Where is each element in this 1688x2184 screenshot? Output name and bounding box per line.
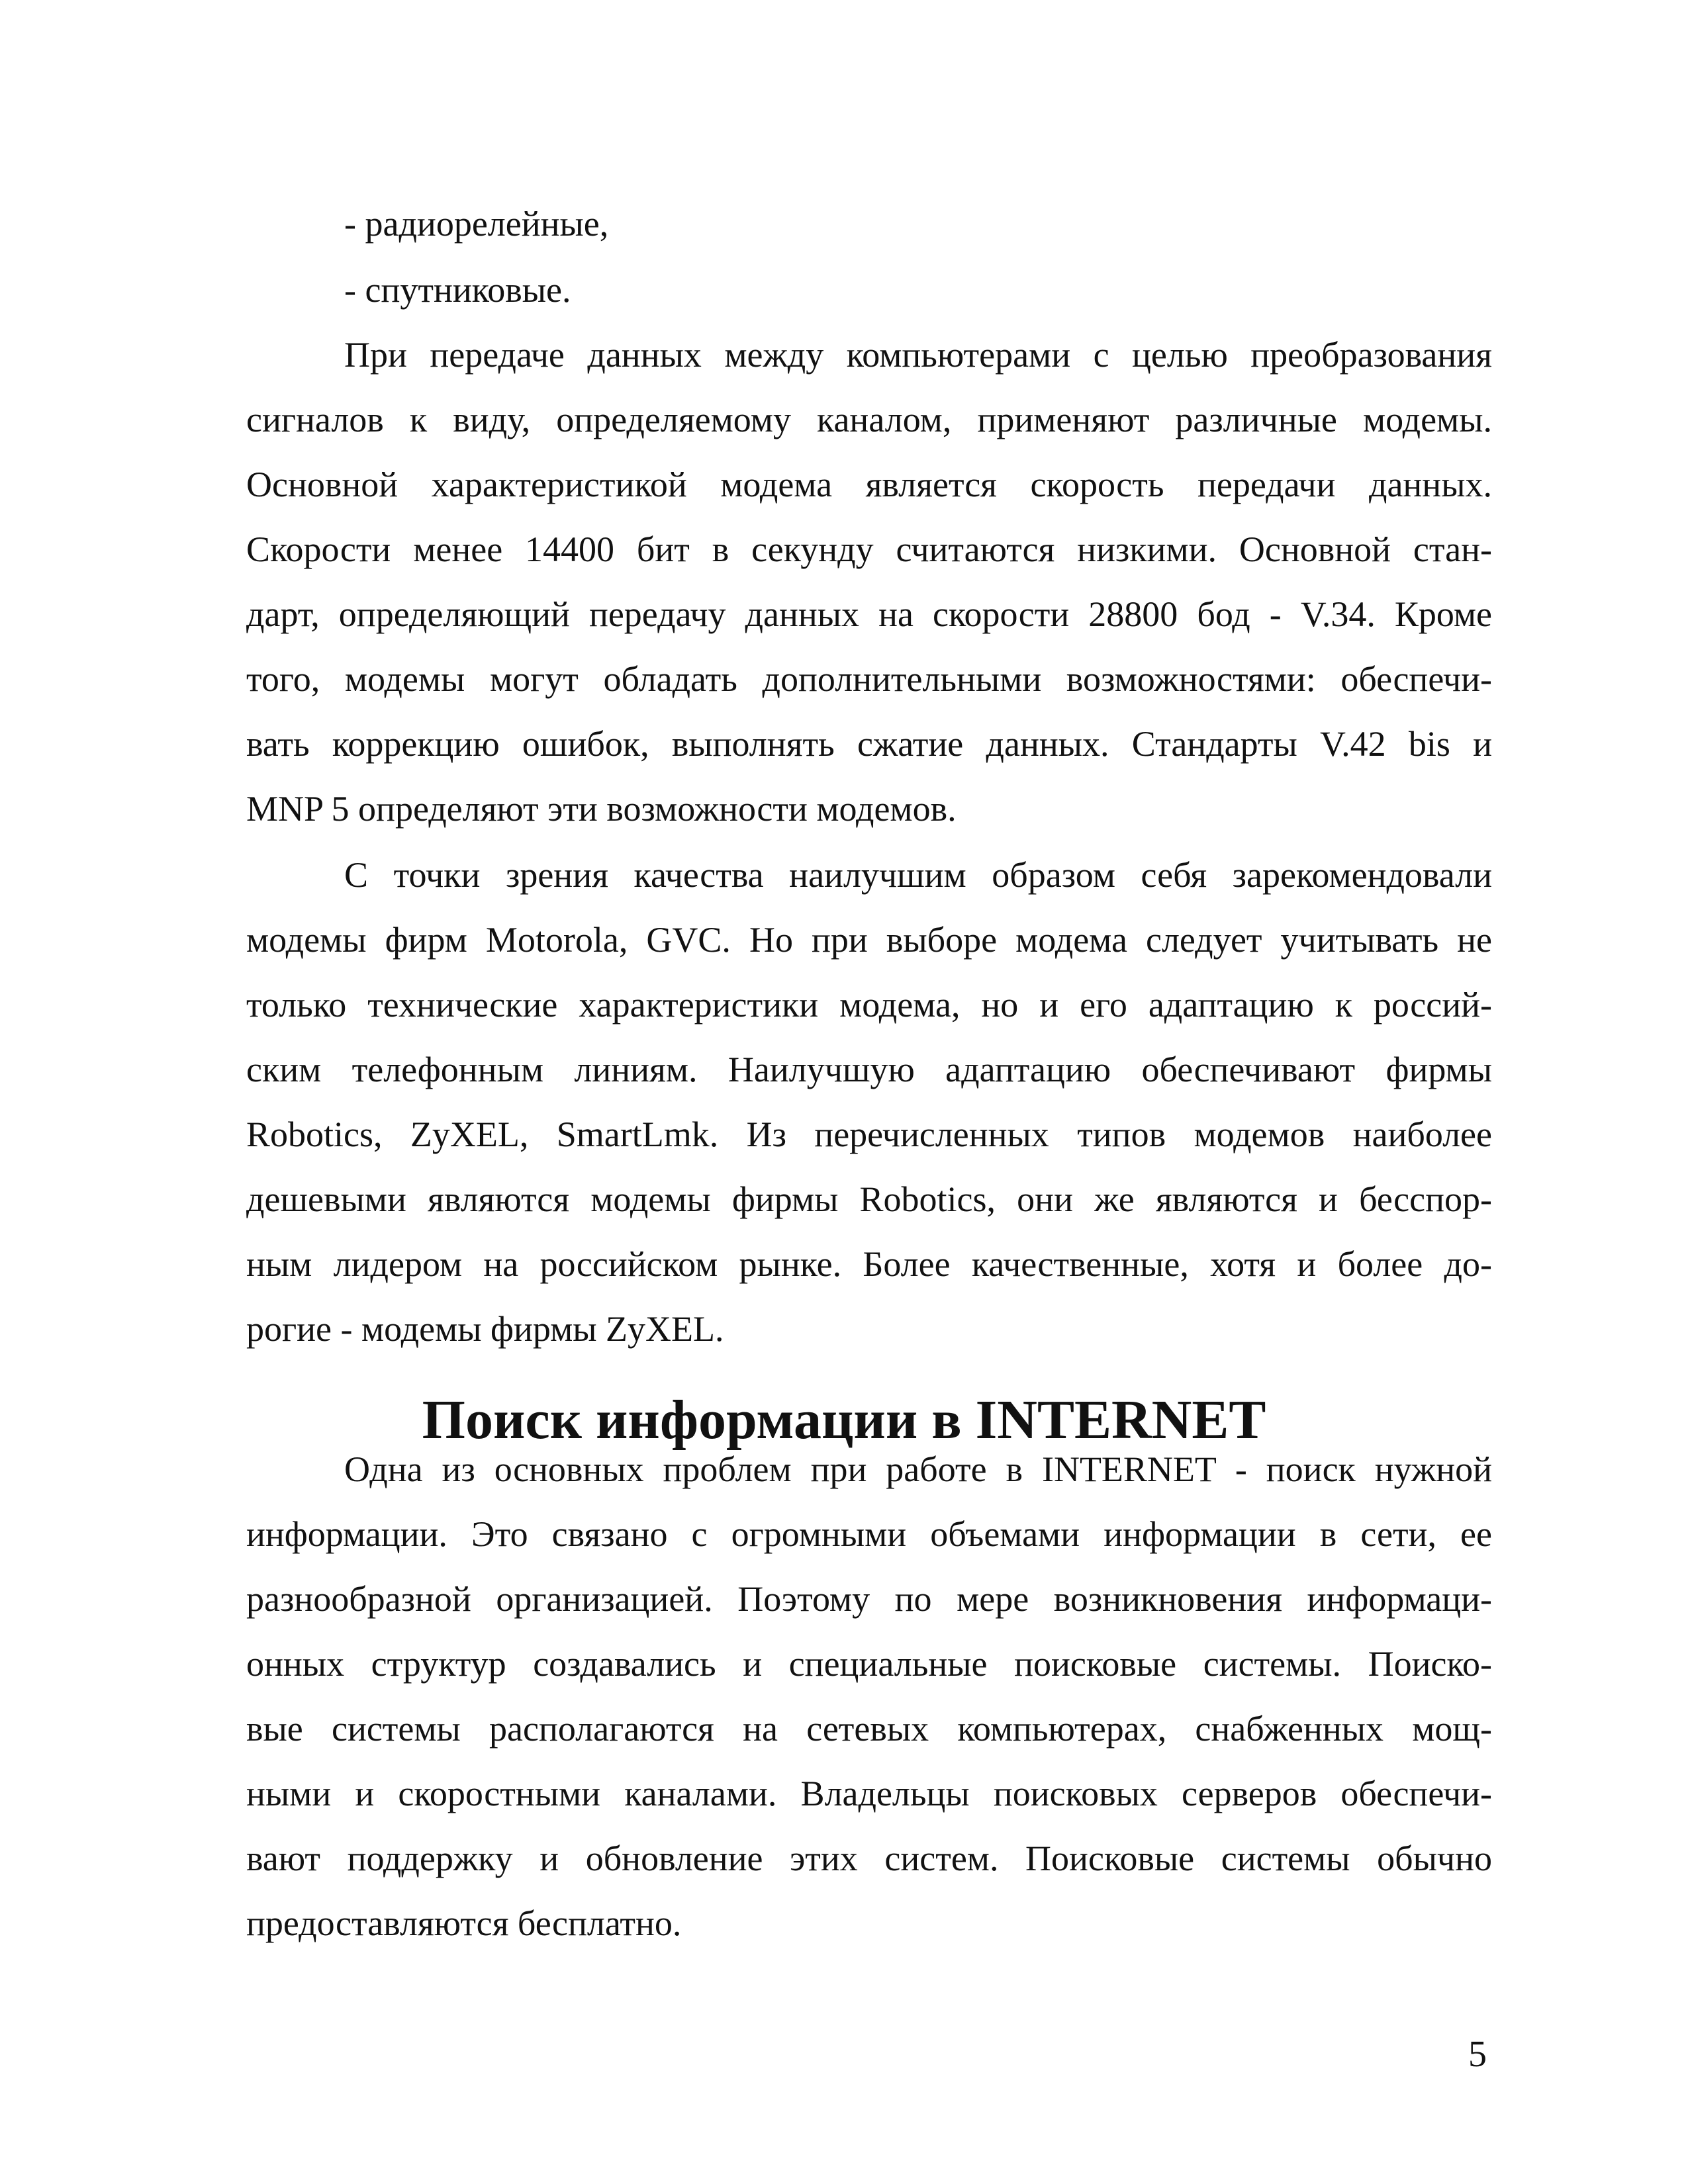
paragraph-line: С точки зрения качества наилучшим образом себя зарекомендовали — [344, 855, 1492, 895]
paragraph-line: дарт, определяющий передачу данных на скорости 28800 бод - V.34. Кроме — [246, 594, 1492, 634]
page-number: 5 — [1468, 2034, 1487, 2075]
paragraph-line: того, модемы могут обладать дополнительными возможностями: обеспечи- — [246, 659, 1492, 699]
paragraph-line: ным лидером на российском рынке. Более качественные, хотя и более до- — [246, 1244, 1492, 1284]
paragraph-line: дешевыми являются модемы фирмы Robotics, они же являются и бесспор- — [246, 1179, 1492, 1219]
paragraph-line: Скорости менее 14400 бит в секунду считаются низкими. Основной стан- — [246, 529, 1492, 569]
paragraph-line: онных структур создавались и специальные поисковые системы. Поиско- — [246, 1644, 1492, 1684]
paragraph-line: вают поддержку и обновление этих систем. Поисковые системы обычно — [246, 1839, 1492, 1878]
paragraph-line: При передаче данных между компьютерами с целью преобразования — [344, 335, 1492, 375]
paragraph-line: только технические характеристики модема, но и его адаптацию к россий- — [246, 985, 1492, 1024]
paragraph-line: Основной характеристикой модема является скорость передачи данных. — [246, 465, 1492, 504]
paragraph-line: ским телефонным линиям. Наилучшую адаптацию обеспечивают фирмы — [246, 1050, 1492, 1089]
paragraph-line: информации. Это связано с огромными объемами информации в сети, ее — [246, 1514, 1492, 1554]
paragraph-line: рогие - модемы фирмы ZyXEL. — [246, 1309, 724, 1349]
section-heading: Поиск информации в INTERNET — [422, 1389, 1266, 1451]
paragraph-line: MNP 5 определяют эти возможности модемов. — [246, 789, 957, 829]
paragraph-line: ными и скоростными каналами. Владельцы поисковых серверов обеспечи- — [246, 1774, 1492, 1813]
paragraph-line: предоставляются бесплатно. — [246, 1903, 682, 1943]
paragraph-line: Одна из основных проблем при работе в INTERNET - поиск нужной — [344, 1449, 1492, 1489]
list-item-radio-relay: - радиорелейные, — [344, 204, 609, 244]
list-item-satellite: - спутниковые. — [344, 270, 571, 310]
paragraph-line: Robotics, ZyXEL, SmartLmk. Из перечисленных типов модемов наиболее — [246, 1115, 1492, 1154]
paragraph-line: вые системы располагаются на сетевых компьютерах, снабженных мощ- — [246, 1709, 1492, 1749]
paragraph-line: разнообразной организацией. Поэтому по мере возникновения информаци- — [246, 1579, 1492, 1619]
paragraph-line: вать коррекцию ошибок, выполнять сжатие данных. Стандарты V.42 bis и — [246, 724, 1492, 764]
paragraph-line: модемы фирм Motorola, GVC. Но при выборе модема следует учитывать не — [246, 920, 1492, 960]
paragraph-line: сигналов к виду, определяемому каналом, применяют различные модемы. — [246, 400, 1492, 439]
